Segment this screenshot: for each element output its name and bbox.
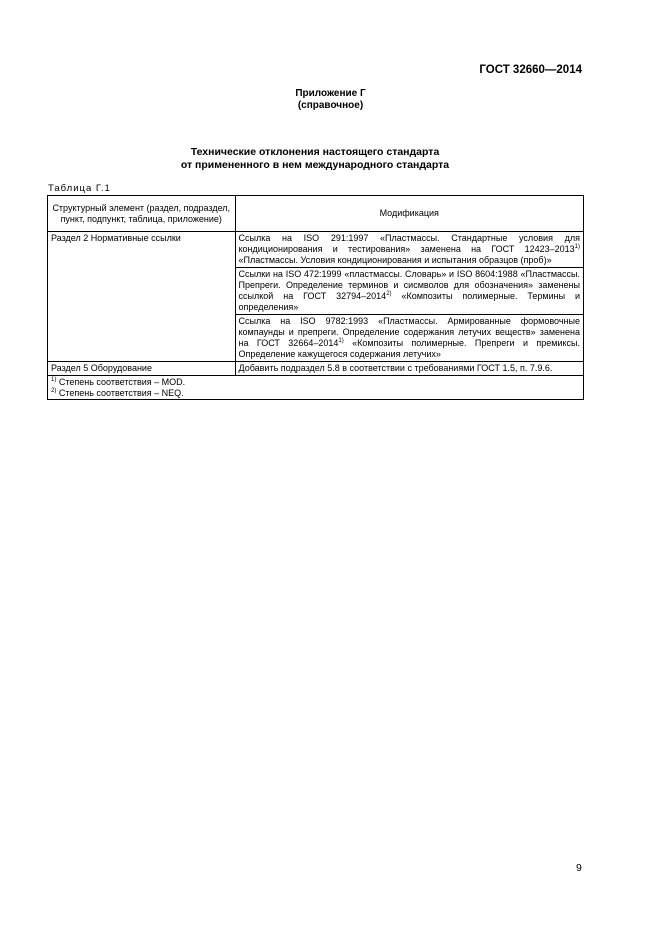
mod-text-cont: «Пластмассы. Условия кондиционирования и испытания образцов (проб)» bbox=[238, 255, 552, 265]
footnote-ref: 2) bbox=[386, 291, 392, 297]
row-element-section-2: Раздел 2 Нормативные ссылки bbox=[48, 232, 235, 362]
mod-text-cont: «Композиты полимерные. Термины и определения» bbox=[238, 291, 580, 312]
note-marker: 2) bbox=[51, 387, 57, 394]
table-notes-row bbox=[48, 376, 583, 400]
document-title-line-2: от примененного в нем международного стандарта bbox=[180, 159, 450, 171]
note-marker: 1) bbox=[51, 377, 57, 383]
mod-text: Ссылка на ISO 9782:1993 «Пластмассы. Армированные формовочные компаунды и препреги. Определение содержания летучих веществ» заменена на ГОСТ 32664–2014 bbox=[238, 316, 580, 348]
row-element-section-5: Раздел 5 Оборудование bbox=[48, 362, 235, 376]
mod-text-cont: «Композиты полимерные. Препреги и премиксы. Определение кажущегося содержания летучих» bbox=[238, 338, 580, 359]
note-text: Степень соответствия – MOD. bbox=[56, 377, 186, 387]
note-text: Степень соответствия – NEQ. bbox=[56, 387, 184, 398]
footnote-ref: 1) bbox=[338, 338, 344, 344]
deviations-table bbox=[48, 196, 583, 399]
row-modification bbox=[235, 315, 583, 362]
table-row bbox=[48, 232, 583, 268]
mod-text: Ссылки на ISO 472:1999 «пластмассы. Словарь» и ISO 8604:1988 «Пластмассы. Препреги. Определение терминов и сисмволов для обозначения» заменены ссылкой на ГОСТ 32794–2014 bbox=[238, 269, 580, 301]
page-number: 9 bbox=[576, 862, 582, 874]
table-notes bbox=[48, 376, 583, 400]
row-modification bbox=[235, 232, 583, 268]
document-title bbox=[0, 146, 630, 172]
row-modification: Добавить подраздел 5.8 в соответствии с требованиями ГОСТ 1.5, п. 7.9.6. bbox=[235, 362, 583, 376]
appendix-subtitle: (справочное) bbox=[297, 100, 364, 111]
header-structural-element: Структурный элемент (раздел, подраздел, пункт, подпункт, таблица, приложение) bbox=[48, 196, 235, 232]
table-row bbox=[48, 362, 583, 376]
standard-code: ГОСТ 32660—2014 bbox=[479, 64, 582, 76]
table-note-2 bbox=[51, 388, 580, 399]
table-header-row bbox=[48, 196, 583, 232]
header-modification: Модификация bbox=[235, 196, 583, 232]
appendix-title: Приложение Г bbox=[295, 88, 366, 99]
document-title-line-1: Технические отклонения настоящего стандарта bbox=[190, 146, 440, 158]
footnote-ref: 1) bbox=[574, 244, 580, 250]
mod-text: Ссылка на ISO 291:1997 «Пластмассы. Стандартные условия для кондиционирования и тестирования» заменена на ГОСТ 12423–2013 bbox=[238, 233, 580, 254]
table-label: Таблица Г.1 bbox=[48, 183, 111, 194]
row-modification bbox=[235, 268, 583, 315]
deviations-table-frame bbox=[47, 195, 584, 400]
appendix-heading bbox=[0, 88, 661, 112]
table-note-1 bbox=[51, 377, 580, 388]
